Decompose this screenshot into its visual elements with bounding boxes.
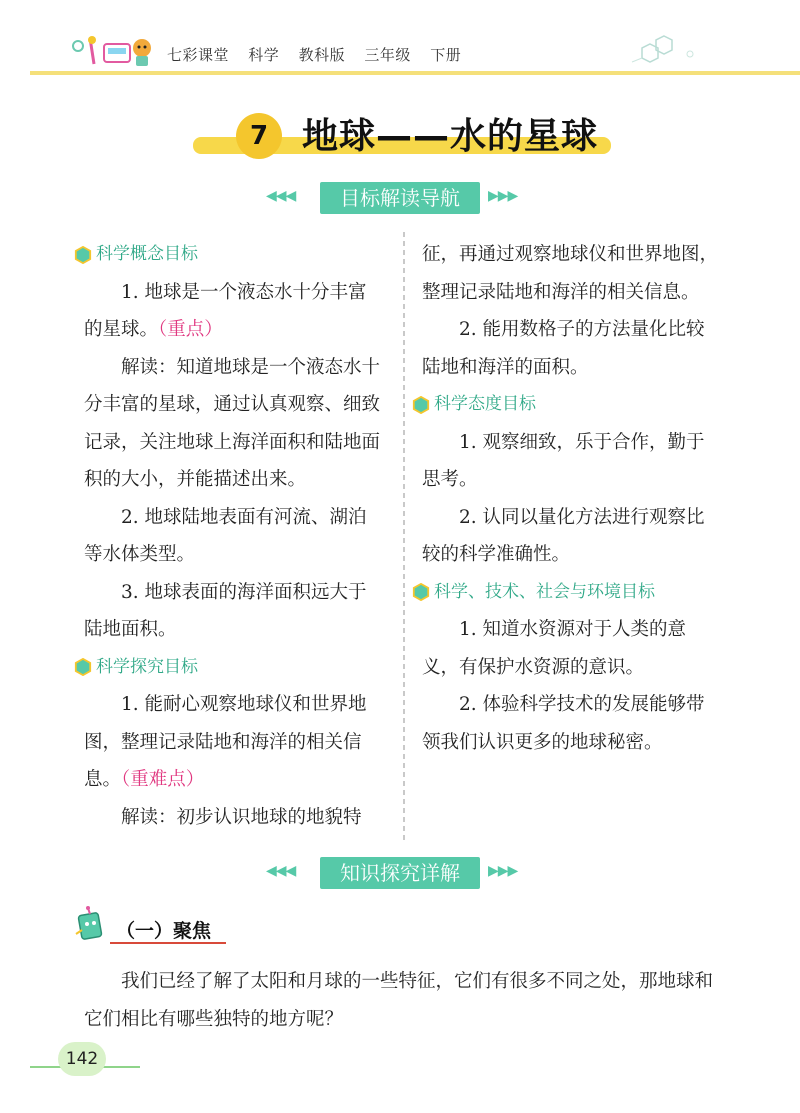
- decorative-hexagons-icon: [630, 32, 790, 72]
- paragraph: 解读：初步认识地球的地貌特: [121, 806, 362, 828]
- paragraph: 解读：知道地球是一个液态水十分丰富的星球，通过认真观察、细致记录，关注地球上海洋面积和陆地面积的大小，并能描述出来。: [84, 356, 381, 490]
- hexagon-bullet-icon: [412, 396, 430, 414]
- section-heading: [84, 649, 382, 687]
- header-breadcrumb: [167, 44, 475, 65]
- page-number: 142: [65, 1049, 99, 1069]
- page-header: [0, 0, 800, 80]
- heading-text: 科学探究目标: [96, 656, 198, 677]
- paragraph: 2. 体验科学技术的发展能够带领我们认识更多的地球秘密。: [422, 694, 705, 753]
- paragraph-text: 1. 能耐心观察地球仪和世界地图，整理记录陆地和海洋的相关信息。: [84, 694, 367, 790]
- paragraph: 2. 地球陆地表面有河流、湖泊等水体类型。: [84, 506, 367, 565]
- banner-right-arrows-icon: ▶▶▶: [488, 188, 518, 204]
- paragraph: 征，再通过观察地球仪和世界地图，整理记录陆地和海洋的相关信息。: [422, 244, 719, 303]
- chapter-title: 地球——水的星球: [302, 116, 599, 157]
- header-divider: [30, 71, 800, 75]
- right-column: [422, 236, 722, 761]
- key-point-tag: （重难点）: [121, 769, 205, 790]
- header-subject: 科学: [248, 46, 280, 64]
- banner-left-arrows-icon: ◀◀◀: [266, 863, 296, 879]
- header-volume: 下册: [430, 46, 462, 64]
- key-point-tag: （重点）: [158, 319, 223, 340]
- paragraph: 1. 观察细致，乐于合作，勤于思考。: [422, 431, 705, 490]
- paragraph: 我们已经了解了太阳和月球的一些特征，它们有很多不同之处，那地球和它们相比有哪些独特的地方呢？: [84, 971, 714, 1030]
- left-column: [84, 236, 382, 836]
- header-grade: 三年级: [364, 46, 411, 64]
- section-heading: [422, 386, 722, 424]
- paragraph: 2. 能用数格子的方法量化比较陆地和海洋的面积。: [422, 319, 705, 378]
- page-number-badge: [58, 1042, 106, 1076]
- hexagon-bullet-icon: [412, 583, 430, 601]
- banner-label: 知识探究详解: [320, 857, 480, 889]
- focus-paragraph: [84, 963, 724, 1038]
- paragraph: 3. 地球表面的海洋面积远大于陆地面积。: [84, 581, 367, 640]
- paragraph-text: 1. 地球是一个液态水十分丰富的星球。: [84, 281, 367, 340]
- header-series: 七彩课堂: [167, 46, 230, 64]
- heading-text: 科学、技术、社会与环境目标: [434, 581, 655, 602]
- header-edition: 教科版: [298, 46, 346, 64]
- banner-left-arrows-icon: ◀◀◀: [266, 188, 296, 204]
- section-heading: [84, 236, 382, 274]
- mascot-logo-icon: [72, 34, 164, 70]
- focus-section-title: （一）聚焦: [116, 920, 212, 942]
- paragraph: 2. 认同以量化方法进行观察比较的科学准确性。: [422, 506, 705, 565]
- robot-mascot-icon: [72, 906, 108, 946]
- focus-title-underline: [110, 942, 226, 944]
- heading-text: 科学概念目标: [96, 244, 198, 264]
- section-heading: [422, 574, 722, 612]
- section-banner-goals: [0, 180, 800, 216]
- paragraph: [84, 274, 382, 349]
- banner-right-arrows-icon: ▶▶▶: [488, 863, 518, 879]
- heading-text: 科学态度目标: [434, 394, 536, 414]
- section-banner-knowledge: [0, 855, 800, 891]
- chapter-number-badge: 7: [236, 113, 282, 159]
- paragraph: [84, 686, 382, 799]
- hexagon-bullet-icon: [74, 246, 92, 264]
- paragraph: 1. 知道水资源对于人类的意义，有保护水资源的意识。: [422, 619, 687, 678]
- banner-label: 目标解读导航: [320, 182, 480, 214]
- hexagon-bullet-icon: [74, 658, 92, 676]
- column-divider: [403, 232, 405, 844]
